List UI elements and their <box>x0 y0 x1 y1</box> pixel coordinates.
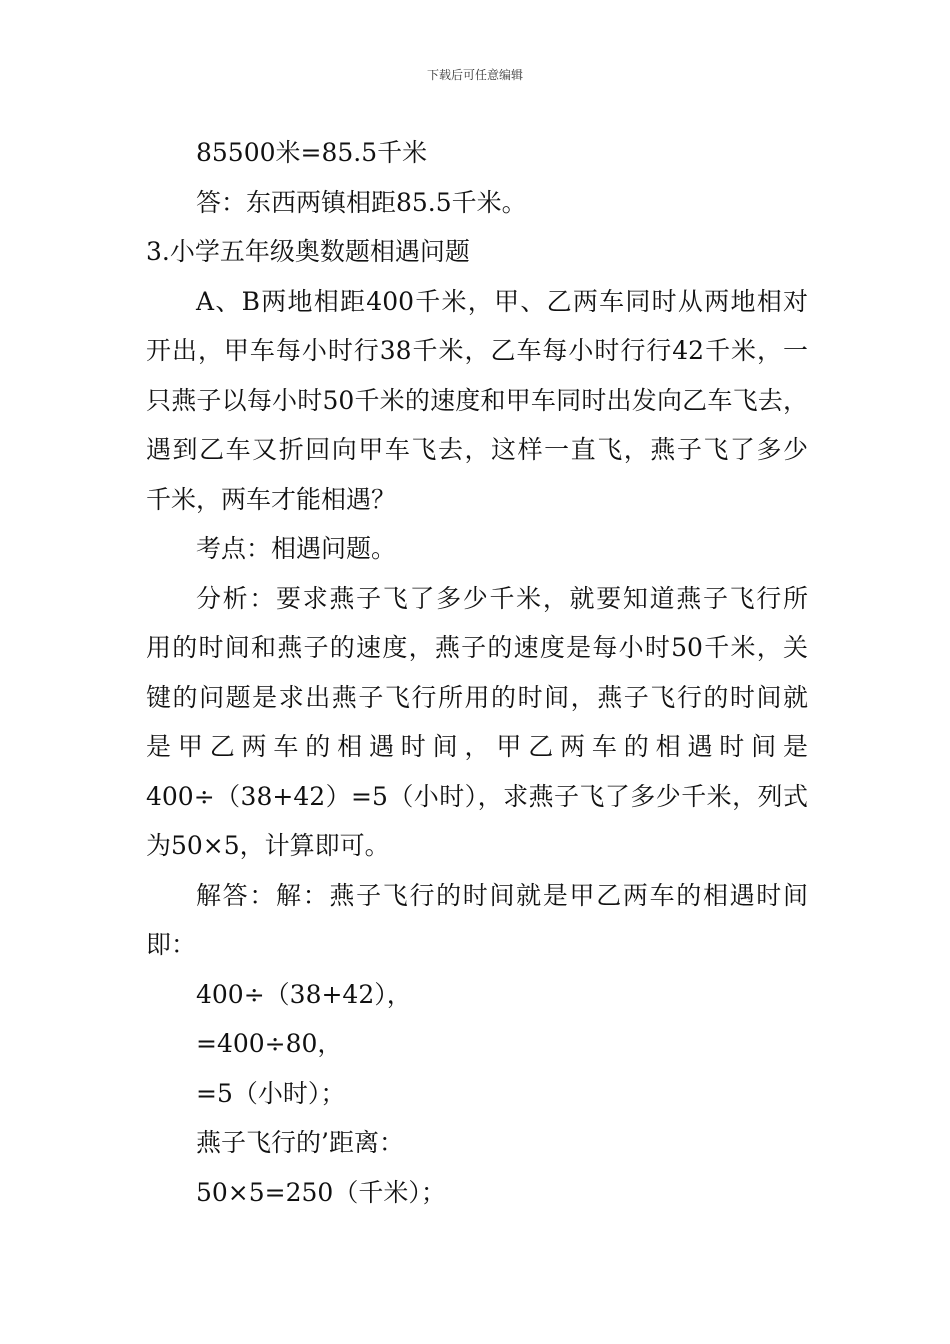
document-body <box>146 128 808 1217</box>
answer-line: 答：东西两镇相距85.5千米。 <box>196 187 527 217</box>
analysis-line: 400÷（38+42）=5（小时），求燕子飞了多少千米，列式 <box>146 781 808 811</box>
equation-line: =5（小时）； <box>196 1078 346 1108</box>
problem-line: 只燕子以每小时50千米的速度和甲车同时出发向乙车飞去， <box>146 385 808 415</box>
section-heading: 3.小学五年级奥数题相遇问题 <box>146 237 470 266</box>
analysis-line: 键的问题是求出燕子飞行所用的时间，燕子飞行的时间就 <box>146 682 808 712</box>
equation-line: 50×5=250（千米）； <box>196 1177 446 1207</box>
problem-line: A、B两地相距400千米，甲、乙两车同时从两地相对 <box>196 286 808 316</box>
key-point-line: 考点：相遇问题。 <box>196 534 397 563</box>
analysis-line: 为50×5，计算即可。 <box>146 831 390 860</box>
equation-line: 400÷（38+42）， <box>196 979 412 1009</box>
text-line: 85500米=85.5千米 <box>196 138 428 167</box>
analysis-line: 用的时间和燕子的速度，燕子的速度是每小时50千米，关 <box>146 633 808 662</box>
problem-line: 千米，两车才能相遇？ <box>146 484 397 514</box>
problem-line: 开出，甲车每小时行38千米，乙车每小时行行42千米，一 <box>146 336 808 365</box>
analysis-line: 是甲乙两车的相遇时间，甲乙两车的相遇时间是 <box>146 732 808 761</box>
problem-line: 遇到乙车又折回向甲车飞去，这样一直飞，燕子飞了多少 <box>146 435 808 464</box>
solution-line: 即： <box>146 930 197 959</box>
equation-line: =400÷80， <box>196 1029 343 1058</box>
analysis-line: 分析：要求燕子飞了多少千米，就要知道燕子飞行所 <box>196 583 808 613</box>
solution-line: 解答：解：燕子飞行的时间就是甲乙两车的相遇时间 <box>196 880 808 910</box>
page-header-note: 下载后可任意编辑 <box>426 68 523 82</box>
text-line: 燕子飞行的’距离： <box>196 1128 404 1157</box>
